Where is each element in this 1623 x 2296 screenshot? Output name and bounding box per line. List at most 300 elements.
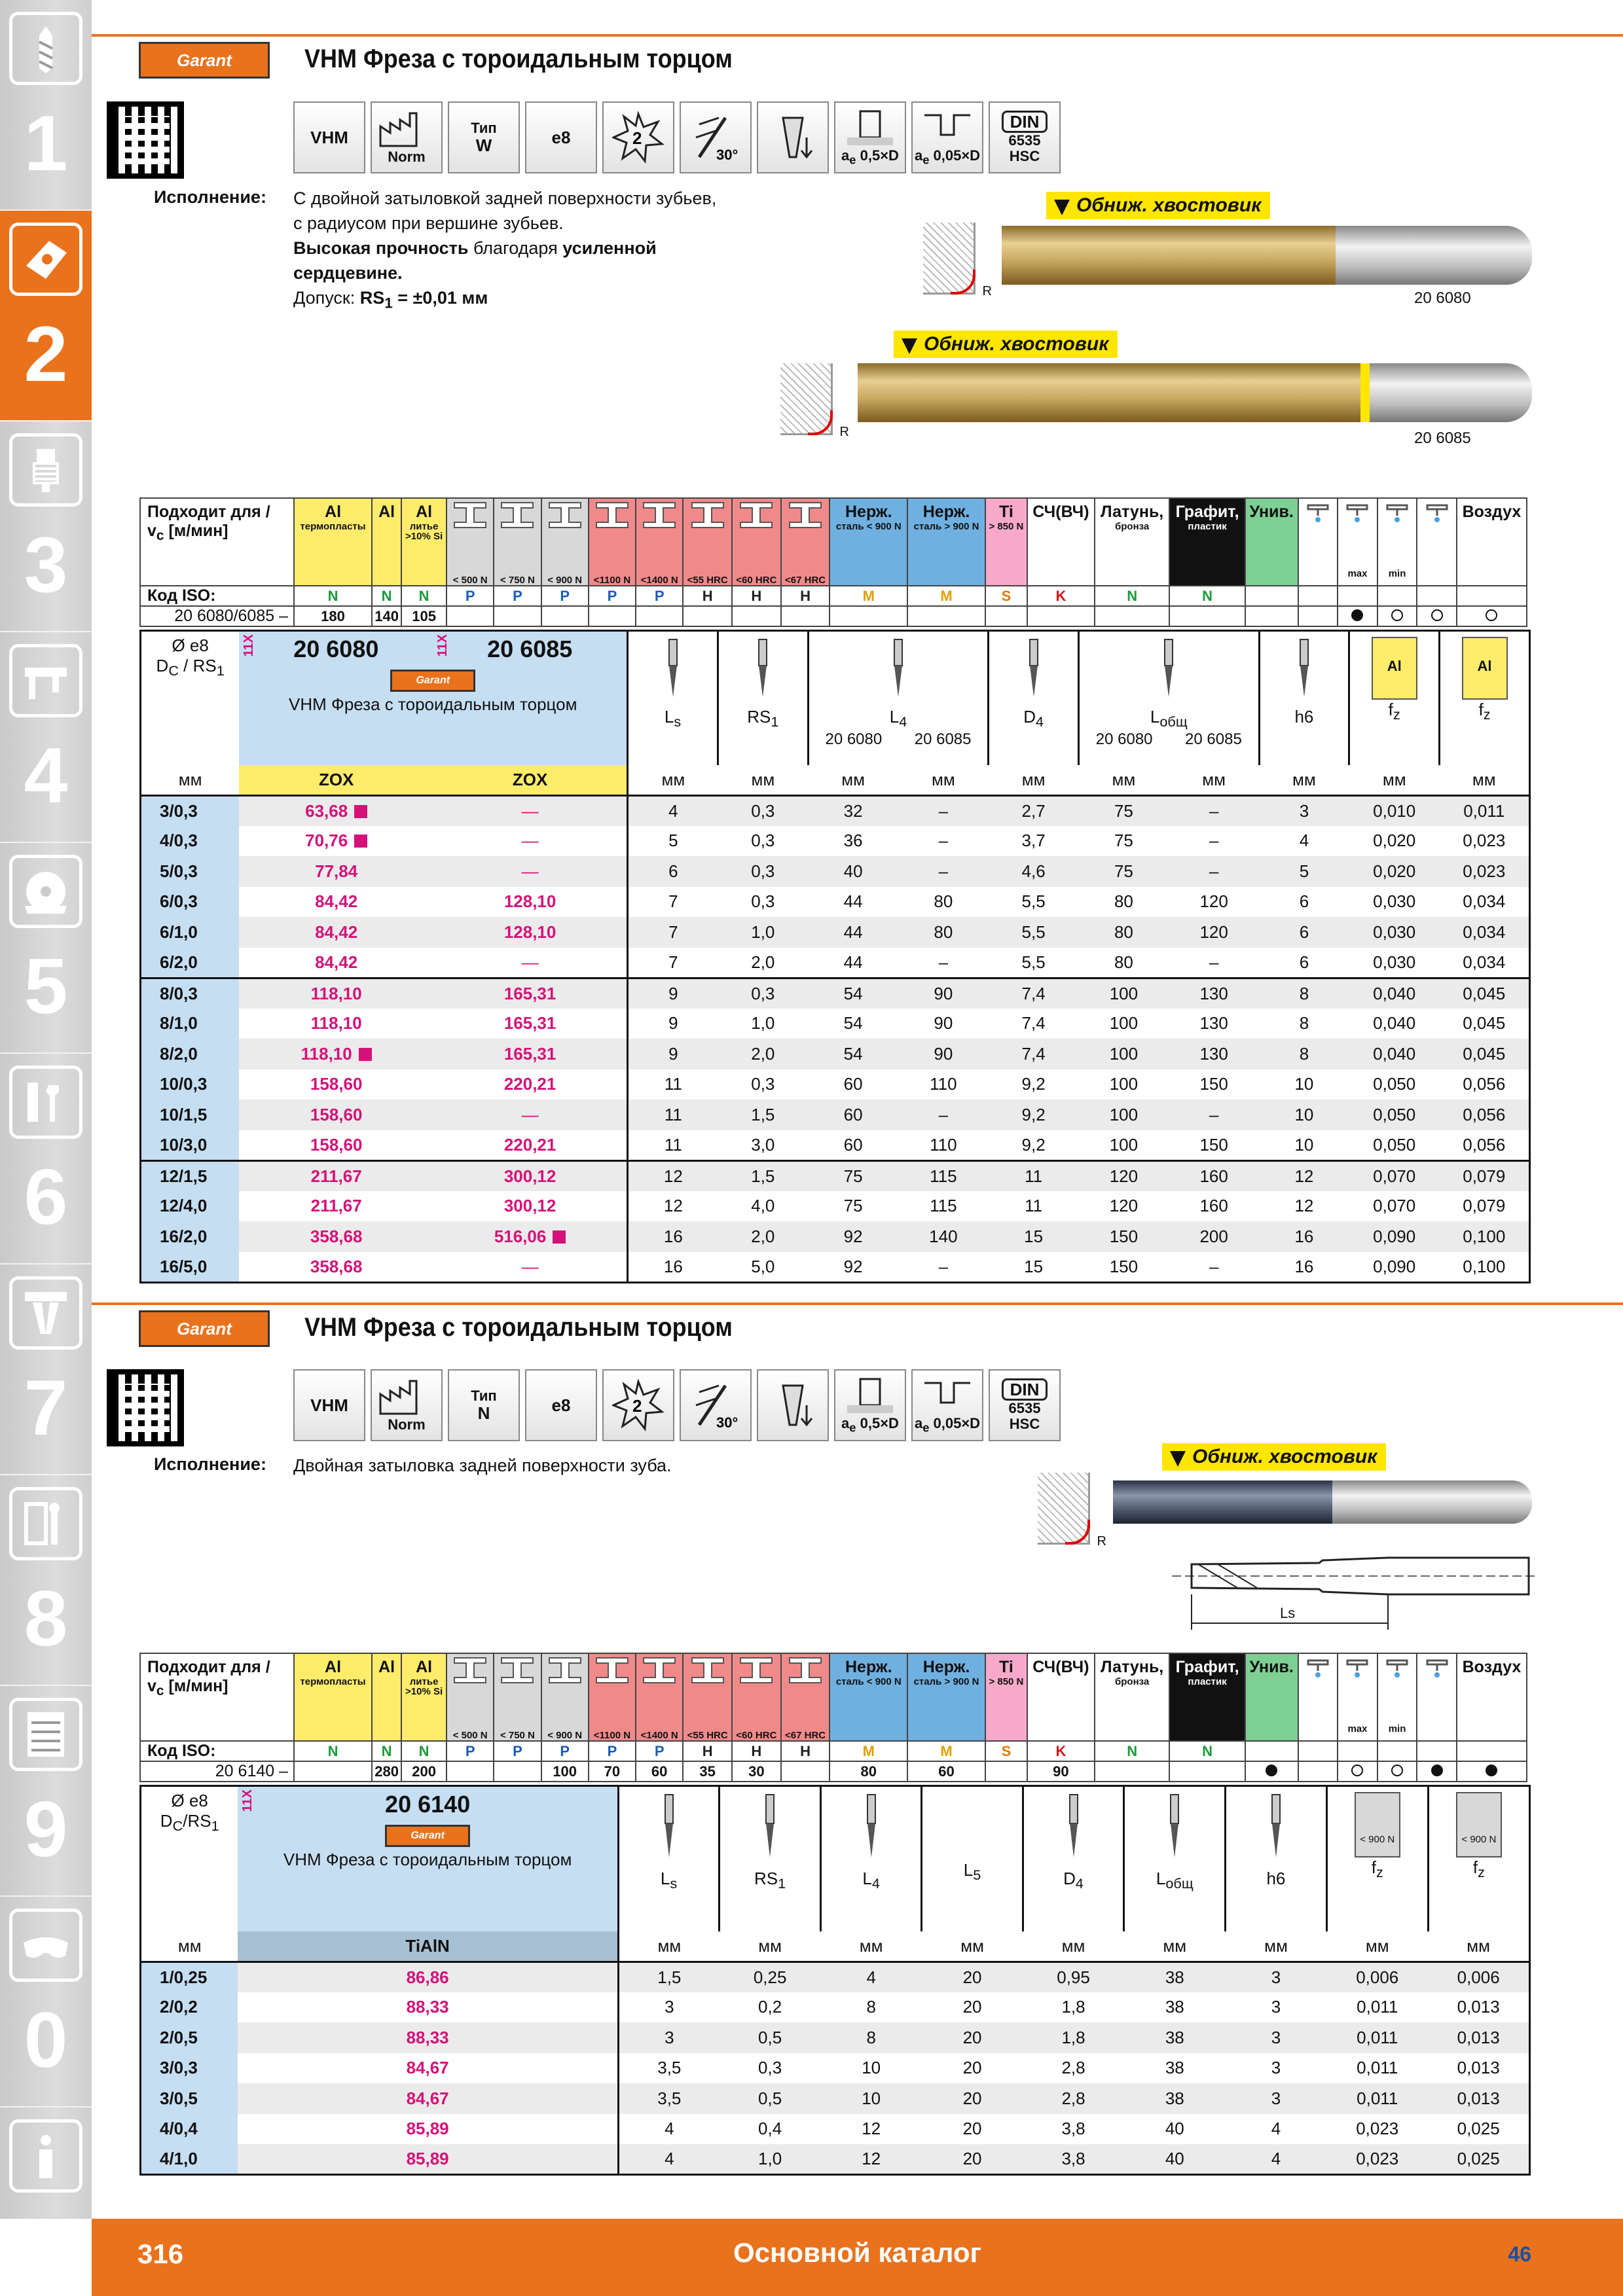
radius-profile-icon — [923, 223, 992, 298]
price-cell[interactable]: 128,10 — [433, 917, 628, 948]
ae-label: $a_e$ 0,05×D — [914, 147, 981, 167]
cutting-speed-value — [1377, 606, 1417, 626]
spec-cell: 2,0 — [751, 952, 775, 972]
spec-cell: – — [1209, 1256, 1219, 1276]
spec-cell: 140 — [898, 1221, 989, 1252]
material-column — [1417, 498, 1457, 586]
spec-cell: 75 — [808, 1160, 898, 1191]
spec-label: $L_s$ — [664, 707, 682, 730]
ls-icon — [660, 637, 686, 702]
material-column — [636, 1653, 683, 1741]
spec-cell: 200 — [1169, 1221, 1259, 1252]
iso-code: H — [781, 586, 830, 606]
price-cell[interactable]: 220,21 — [503, 1074, 556, 1094]
label: Подходит для / — [147, 503, 270, 521]
cutting-speed-value — [1245, 1761, 1298, 1782]
spec-label: $D_4$ — [1023, 707, 1044, 730]
unit: мм — [1112, 769, 1136, 789]
iso-label: Код ISO: — [140, 586, 294, 606]
table-row[interactable] — [141, 2114, 1530, 2145]
material-name: СЧ(ВЧ) — [1032, 503, 1089, 521]
spec-sublabels: 20 6080 20 6085 — [1095, 730, 1242, 749]
material-name: Al — [325, 1658, 342, 1676]
spec-cell: 150 — [1199, 1074, 1228, 1094]
reduced-shank-callout: Обниж. хвостовик — [1046, 192, 1270, 219]
safety-glasses-icon — [9, 1909, 82, 1982]
price-cell[interactable]: 118,10 — [239, 978, 433, 1009]
table-row[interactable] — [141, 1100, 1530, 1130]
spec-cell: 4 — [1299, 831, 1309, 851]
spec-cell: 0,3 — [751, 1074, 775, 1094]
din-label: DIN — [1002, 1378, 1048, 1401]
spec-cell: 40 — [1165, 2119, 1184, 2139]
spec-cell: 11 — [1025, 1196, 1043, 1216]
coating-label: ZOX — [433, 765, 628, 796]
spec-cell: 3 — [1271, 2058, 1281, 2078]
desc-line: с радиусом при вершине зубьев. — [293, 213, 564, 233]
spec-cell: 20 — [962, 2119, 982, 2139]
units-row — [141, 1931, 1530, 1962]
spec-cell: 44 — [808, 917, 898, 948]
material-sub: < 750 N — [500, 575, 535, 586]
spec-cell: 130 — [1169, 978, 1259, 1009]
material-name: Нерж. — [922, 503, 970, 521]
material-sub: сталь < 900 N — [835, 1676, 902, 1687]
spec-label: $D_4$ — [1063, 1869, 1084, 1892]
rs-symbol: RS — [359, 288, 385, 308]
material-name: Al — [378, 1658, 395, 1676]
unit: мм — [1472, 769, 1496, 789]
fz-al-icon: Al — [1372, 637, 1417, 700]
iso-code: H — [683, 586, 732, 606]
iso-code — [1457, 586, 1527, 606]
price-cell[interactable]: 63,68 — [239, 795, 433, 826]
partial-dot-icon — [1391, 609, 1403, 621]
article-number: 20 6080 — [1414, 289, 1471, 307]
spec-cell: 9,2 — [989, 1100, 1079, 1130]
cutting-speed-value: 100 — [541, 1761, 589, 1782]
material-sub: <1400 N — [640, 1730, 678, 1741]
size-cell: 3/0,5 — [141, 2083, 238, 2114]
product-name: VHM Фреза с тороидальным торцом — [289, 694, 577, 714]
price-cell[interactable]: 88,33 — [406, 1997, 449, 2017]
cutting-speed-value — [1245, 606, 1298, 626]
price-cell[interactable]: — — [521, 952, 539, 972]
spec-cell: 8 — [1259, 978, 1349, 1009]
stock-marker-icon — [359, 1048, 372, 1061]
spec-cell: 0,030 — [1373, 952, 1416, 972]
partial-dot-icon — [1486, 609, 1497, 621]
iso-code: P — [494, 586, 541, 606]
spec-cell: 4 — [618, 2144, 719, 2175]
price-cell[interactable]: — — [433, 856, 628, 887]
spec-cell: 3 — [618, 2022, 719, 2053]
table-row[interactable] — [141, 887, 1530, 918]
type-label: Тип — [471, 1387, 497, 1404]
steel-beam-icon — [737, 499, 776, 531]
suitable-for-label — [140, 1653, 294, 1741]
chapter-number: 3 — [24, 521, 68, 609]
spec-cell: 38 — [1124, 1962, 1226, 1992]
price-cell[interactable]: 165,31 — [433, 978, 628, 1009]
spec-cell: 4 — [628, 795, 718, 826]
spec-cell: 130 — [1199, 1013, 1228, 1033]
fz-steel-icon: < 900 N — [1355, 1792, 1400, 1857]
unit: мм — [1382, 769, 1406, 789]
rs-subscript: 1 — [384, 295, 393, 312]
price-cell[interactable]: — — [521, 831, 539, 851]
table-row[interactable] — [141, 1962, 1530, 1992]
table-row[interactable] — [141, 978, 1530, 1009]
din-label: DIN — [1002, 111, 1048, 134]
material-header-row — [140, 498, 1527, 586]
suitable-dot-icon — [1431, 1765, 1443, 1776]
material-column — [683, 498, 732, 586]
iso-code — [1298, 586, 1338, 606]
material-vhm-icon — [293, 1369, 365, 1441]
spec-cell: 3 — [618, 1992, 719, 2023]
iso-code: M — [830, 1741, 907, 1761]
table-row[interactable] — [141, 2083, 1530, 2114]
spec-cell: 0,023 — [1463, 831, 1506, 851]
price-cell[interactable]: 84,42 — [315, 891, 358, 912]
spec-cell: 0,045 — [1440, 1039, 1530, 1069]
spec-cell: 36 — [843, 831, 863, 851]
steel-beam-icon — [688, 1654, 727, 1687]
spec-cell: 80 — [1079, 917, 1169, 948]
table-row[interactable] — [141, 948, 1530, 978]
chapter-tab[interactable] — [0, 1054, 92, 1265]
spec-cell: 7,4 — [989, 1039, 1079, 1069]
price-cell[interactable]: 300,12 — [503, 1196, 556, 1216]
spec-label: $L_4$ — [889, 707, 907, 730]
type-value: N — [477, 1403, 490, 1423]
material-column — [985, 498, 1027, 586]
spec-label: $f_z$ — [1478, 700, 1491, 723]
rs-icon — [750, 637, 776, 702]
chapter-tab[interactable] — [0, 1686, 92, 1897]
flutes-icon — [602, 101, 674, 173]
plunge-icon — [757, 101, 829, 173]
price-cell[interactable]: — — [433, 1100, 628, 1130]
spec-cell: 80 — [1114, 952, 1133, 972]
spec-cell: 120 — [1109, 1196, 1139, 1216]
cutting-speed-value: 35 — [683, 1761, 732, 1782]
iso-code: N — [1169, 586, 1245, 606]
spec-cell: 2,0 — [718, 1039, 808, 1069]
h6-icon — [1291, 637, 1317, 702]
unit: мм — [841, 769, 865, 789]
qr-code-icon[interactable] — [107, 1369, 184, 1446]
spec-cell: 120 — [1169, 917, 1259, 948]
din-hsc-icon — [989, 1369, 1061, 1441]
spec-cell: 80 — [898, 917, 989, 948]
spec-cell: 0,025 — [1457, 2119, 1500, 2139]
price-cell[interactable]: — — [521, 1256, 539, 1276]
material-sub: < 500 N — [452, 575, 488, 586]
tolerance-icon — [525, 101, 597, 173]
spec-cell: 1,8 — [1061, 1997, 1085, 2017]
spec-label: $f_z$ — [1388, 700, 1400, 723]
table-row[interactable] — [141, 1191, 1530, 1222]
price-cell[interactable]: 358,68 — [239, 1221, 433, 1252]
price-cell[interactable]: 358,68 — [310, 1256, 363, 1276]
table-row[interactable] — [141, 856, 1530, 887]
spec-cell: – — [938, 1256, 949, 1276]
table-row[interactable] — [141, 2053, 1530, 2084]
product-table — [139, 630, 1531, 1283]
spec-cell: – — [1169, 795, 1259, 826]
spec-header — [628, 631, 718, 765]
price-cell[interactable]: 88,33 — [238, 2022, 618, 2053]
chapter-tab[interactable] — [0, 1475, 92, 1686]
chapter-tab[interactable] — [0, 1265, 92, 1475]
spec-cell: 0,3 — [751, 891, 775, 912]
chapter-tab[interactable] — [0, 2108, 92, 2296]
price-cell[interactable]: 85,89 — [238, 2144, 618, 2175]
unit: мм — [1365, 1935, 1389, 1956]
unit: мм — [1021, 769, 1046, 789]
spec-sublabels: 20 6080 20 6085 — [825, 730, 972, 749]
price-cell[interactable]: 158,60 — [239, 1100, 433, 1130]
iso-code-row — [140, 586, 1527, 606]
size-cell: 4/0,4 — [141, 2114, 238, 2145]
table-row[interactable] — [141, 2022, 1530, 2053]
catalog-number: 46 — [1508, 2242, 1531, 2266]
table-row[interactable] — [141, 1130, 1530, 1161]
fz-steel-slot-icon: < 900 N — [1456, 1792, 1502, 1857]
size-cell: 8/0,3 — [141, 978, 240, 1009]
spec-cell: 3 — [1226, 2022, 1326, 2053]
material-column — [294, 498, 372, 586]
spec-cell: 92 — [808, 1221, 898, 1252]
price-cell[interactable]: 516,06 — [433, 1221, 628, 1252]
article-number: 20 6085 — [487, 636, 573, 662]
chapter-tab[interactable] — [0, 422, 92, 632]
spec-cell: 11 — [628, 1069, 718, 1100]
table-row[interactable] — [141, 1069, 1530, 1100]
table-row[interactable] — [141, 795, 1530, 826]
material-sub: пластик — [1188, 521, 1227, 532]
steel-beam-icon — [786, 499, 825, 531]
table-header-row — [141, 631, 1530, 765]
price-cell[interactable]: 84,67 — [406, 2058, 449, 2078]
spec-cell: 1,5 — [718, 1100, 808, 1130]
table-row[interactable] — [141, 826, 1530, 857]
spec-cell: 150 — [1109, 1256, 1139, 1276]
spec-cell: 40 — [808, 856, 898, 887]
cutting-speed-value — [1457, 1761, 1527, 1782]
material-column — [1095, 498, 1170, 586]
catalog-title: Основной каталог — [733, 2237, 981, 2268]
din-number: 6535 — [1008, 1400, 1041, 1417]
spec-cell: 1,0 — [751, 1013, 775, 1033]
spec-cell: 0,034 — [1440, 917, 1530, 948]
spec-cell: 16 — [628, 1221, 718, 1252]
cutting-speed-value — [1169, 1761, 1245, 1782]
material-sub: пластик — [1188, 1676, 1227, 1687]
material-sub: <55 HRC — [687, 1730, 728, 1741]
size-cell: 1/0,25 — [141, 1962, 238, 1992]
price-cell[interactable]: 77,84 — [239, 856, 433, 887]
price-cell[interactable]: 220,21 — [503, 1134, 556, 1155]
desc-bold: сердцевине. — [293, 263, 403, 283]
table-row[interactable] — [141, 2144, 1530, 2175]
tool-image-20-6085 — [858, 363, 1388, 422]
unit: мм — [751, 769, 775, 789]
spec-cell: 80 — [934, 891, 953, 912]
spec-cell: 0,070 — [1373, 1196, 1416, 1216]
ltotal-icon — [1161, 1792, 1188, 1864]
price-cell[interactable]: 128,10 — [503, 891, 556, 912]
unit: мм — [960, 1935, 984, 1956]
price-cell[interactable]: 86,86 — [238, 1962, 618, 1992]
table-row[interactable] — [141, 917, 1530, 948]
cutting-speed-value: 60 — [636, 1761, 683, 1782]
hsc-label: HSC — [1009, 148, 1040, 165]
qr-code-icon[interactable] — [107, 101, 184, 179]
price-cell[interactable]: 211,67 — [239, 1160, 433, 1191]
price-cell[interactable]: — — [433, 795, 628, 826]
steel-beam-icon — [545, 1654, 585, 1687]
material-column — [830, 1653, 907, 1741]
price-cell[interactable]: 84,67 — [238, 2083, 618, 2114]
price-cell[interactable]: 211,67 — [310, 1196, 362, 1216]
chapter-tab[interactable] — [0, 1897, 92, 2108]
steel-beam-icon — [640, 499, 679, 531]
chapter-tab[interactable] — [0, 0, 92, 211]
size-cell: 2/0,2 — [141, 1992, 238, 2023]
spec-cell: 0,2 — [758, 1997, 782, 2017]
spec-cell: 0,013 — [1428, 2083, 1529, 2114]
vc-label: $v_c$ [м/мин] — [147, 522, 228, 543]
table-row[interactable] — [141, 1160, 1530, 1191]
spec-cell: 8 — [866, 1997, 876, 2017]
price-cell[interactable]: 300,12 — [433, 1160, 628, 1191]
material-suitability-table — [139, 497, 1527, 627]
material-sub: литье — [409, 1676, 439, 1687]
dimension-drawing — [1172, 1551, 1539, 1636]
iso-code — [1245, 586, 1298, 606]
price-cell[interactable]: 118,10 — [239, 1039, 433, 1069]
table-row[interactable] — [141, 1992, 1530, 2023]
spec-cell: 0,040 — [1349, 978, 1440, 1009]
chapter-tab[interactable] — [0, 211, 92, 422]
price-cell[interactable]: 165,31 — [433, 1039, 628, 1069]
size-cell: 16/2,0 — [141, 1221, 240, 1252]
spec-cell: 0,079 — [1440, 1160, 1530, 1191]
iso-code: P — [541, 1741, 589, 1761]
spec-cell: 0,3 — [718, 795, 808, 826]
chapter-tab[interactable] — [0, 632, 92, 843]
article-range: 20 6140 – — [140, 1761, 294, 1782]
material-name: Ti — [999, 1658, 1013, 1676]
spec-cell: 0,030 — [1349, 917, 1440, 948]
spec-cell: 0,056 — [1440, 1100, 1530, 1130]
article-range: 20 6080/6085 – — [140, 606, 294, 626]
material-sub: > 850 N — [989, 1676, 1024, 1687]
radius-label: R — [1097, 1534, 1106, 1549]
spec-label: $L_5$ — [963, 1860, 981, 1884]
iso-code: N — [372, 1741, 401, 1761]
spec-cell: 0,95 — [1023, 1962, 1124, 1992]
material-column — [1338, 1653, 1377, 1741]
spec-cell: 44 — [843, 952, 863, 972]
price-cell[interactable]: 70,76 — [239, 826, 433, 857]
material-column — [1417, 1653, 1457, 1741]
price-cell[interactable]: 85,89 — [406, 2119, 449, 2139]
price-cell[interactable]: 84,42 — [239, 917, 433, 948]
wrench-icon — [9, 1066, 82, 1139]
price-cell[interactable]: 84,42 — [315, 952, 358, 972]
tolerance-label: Допуск: — [293, 288, 356, 308]
iso-code: H — [732, 1741, 781, 1761]
chapter-number: 8 — [24, 1575, 68, 1662]
spec-cell: 0,3 — [718, 856, 808, 887]
threading-tool-icon — [9, 644, 82, 717]
material-column — [636, 498, 683, 586]
material-name: Нерж. — [922, 1658, 970, 1676]
chapter-number: 2 — [24, 310, 68, 398]
spec-cell: 100 — [1079, 1100, 1169, 1130]
price-cell[interactable]: 158,60 — [310, 1074, 363, 1094]
chapter-number: 1 — [24, 99, 68, 187]
spec-cell: 0,056 — [1463, 1074, 1506, 1094]
size-cell: 6/1,0 — [141, 917, 240, 948]
material-column — [1377, 498, 1417, 586]
price-cell[interactable]: 118,10 — [310, 1013, 362, 1033]
spec-cell: 0,020 — [1349, 856, 1440, 887]
section-divider — [92, 34, 1623, 37]
table-row[interactable] — [141, 1039, 1530, 1069]
steel-beam-icon — [640, 1654, 679, 1687]
material-column — [1169, 498, 1245, 586]
unit: мм — [1163, 1935, 1187, 1956]
chapter-tab[interactable] — [0, 843, 92, 1054]
ls-icon — [656, 1792, 682, 1864]
spec-cell: 0,100 — [1463, 1256, 1506, 1276]
material-sub: > 850 N — [989, 521, 1024, 532]
spec-cell: 0,030 — [1373, 891, 1416, 912]
spec-cell: 7 — [628, 887, 718, 918]
spec-cell: 4 — [1226, 2144, 1326, 2175]
spec-header — [1079, 631, 1260, 765]
tool-shank — [1336, 226, 1532, 285]
section-divider — [92, 1302, 1623, 1305]
cutting-speed-value: 70 — [589, 1761, 636, 1782]
spec-label: $f_z$ — [1472, 1857, 1485, 1881]
table-row[interactable] — [141, 1009, 1530, 1039]
material-sub: < 900 N — [547, 575, 583, 586]
table-row[interactable] — [141, 1252, 1530, 1283]
drill-icon — [9, 12, 82, 85]
iso-code: N — [401, 586, 447, 606]
price-cell[interactable]: 165,31 — [503, 1013, 556, 1033]
iso-code — [1377, 586, 1417, 606]
spec-cell: 90 — [934, 1013, 953, 1033]
spec-cell: 20 — [962, 1997, 982, 2017]
spec-cell: 0,006 — [1428, 1962, 1529, 1992]
table-row[interactable] — [141, 1221, 1530, 1252]
price-cell[interactable]: 158,60 — [310, 1134, 363, 1155]
spec-cell: 16 — [628, 1252, 718, 1283]
spec-cell: 0,5 — [720, 2022, 821, 2053]
spec-cell: 3,5 — [618, 2083, 719, 2114]
vc-label: $v_c$ [м/мин] — [147, 1677, 228, 1698]
cutting-speed-value — [1027, 606, 1095, 626]
spec-cell: 0,3 — [751, 831, 775, 851]
article-number: 20 6080 — [293, 636, 379, 662]
